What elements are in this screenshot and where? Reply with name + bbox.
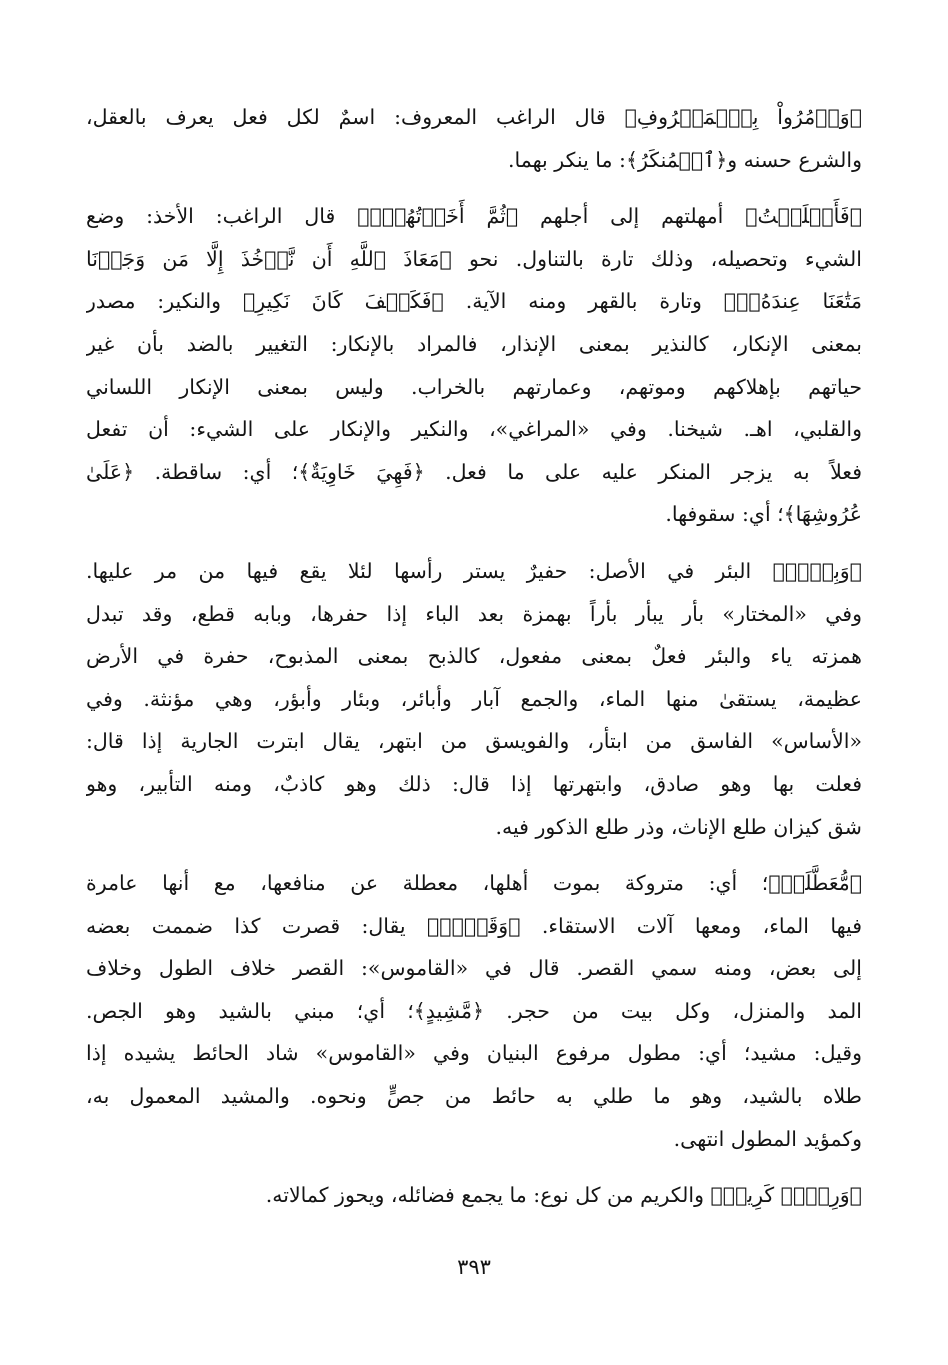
text-line: عُرُوشِهَا﴾؛ أي: سقوفها.: [665, 502, 862, 527]
paragraph-rizq: [86, 1174, 862, 1217]
paragraph-bir: [86, 550, 862, 848]
text-line: عظيمة، يستقىٰ منها الماء، والجمع آبار وأبائر، وبئار وأبؤر، وهي مؤنثة. وفي: [86, 686, 862, 711]
text-line: وفي «المختار» بأر يبأر بأراً بهمزة بعد الباء إذا حفرها، وبابه قطع، وقد تبدل: [86, 601, 862, 626]
text-line: شق كيزان طلع الإناث، وذر طلع الذكور فيه.: [495, 814, 862, 839]
text-line: طلاه بالشيد، وهو ما طلي به حائط من جصٍّ ونحوه. والمشيد المعمول به،: [86, 1084, 862, 1109]
text-line: ﴿فَأَمۡلَيۡتُ﴾ أمهلتهم إلى أجلهم ﴿ثُمَّ أَخَذۡتُهُمۡۖ﴾ قال الراغب: الأخذ: وضع: [86, 204, 862, 229]
text-line: وكمؤيد المطول انتهى.: [673, 1126, 862, 1151]
text-line: والشرع حسنه و﴿ٱلۡمُنكَرُ﴾: ما ينكر بهما.: [507, 147, 862, 172]
page-body: [86, 96, 862, 1231]
text-line: الشيء وتحصيله، وذلك تارة بالتناول. نحو ﴿مَعَاذَ ٱللَّهِ أَن نَّأۡخُذَ إِلَّا مَن وَجَدۡنَا: [86, 246, 862, 271]
text-line: ﴿وَأۡمُرُواْ بِٱلۡمَعۡرُوفِ﴾ قال الراغب المعروف: اسمٌ لكل فعل يعرف بالعقل،: [86, 105, 862, 129]
paragraph-maroof: [86, 96, 862, 181]
text-line: فيها الماء، ومعها آلات الاستقاء. ﴿وَقَصۡرٖ﴾ يقال: قصرت كذا ضممت بعضه: [86, 913, 862, 938]
text-line: بمعنى الإنكار، كالنذير بمعنى الإنذار، فالمراد بالإنكار: التغيير بالضد بأن غير: [86, 331, 862, 356]
text-line: «الأساس» الفاسق من ابتأر، والفويسق من ابتهر، يقال ابترت الجارية إذا قال:: [86, 729, 862, 754]
paragraph-muattala: [86, 862, 862, 1160]
text-line: مَتَٰعَنَا عِندَهُۥٓ﴾ وتارة بالقهر ومنه الآية. ﴿فَكَيۡفَ كَانَ نَكِيرِ﴾ والنكير: مصدر: [86, 289, 862, 314]
page-number: ٣٩٣: [457, 1255, 491, 1279]
text-line: همزته ياء والبئر فعلٌ بمعنى مفعول، كالذبح بمعنى المذبوح، حفرة في الأرض: [86, 644, 862, 669]
text-line: والقلبي، اهـ. شيخنا. وفي «المراغي»، والنكير والإنكار على الشيء: أن تفعل: [86, 417, 862, 442]
text-line: ﴿مُّعَطَّلَةٖ﴾؛ أي: متروكة بموت أهلها، معطلة عن منافعها، مع أنها عامرة: [86, 871, 862, 896]
text-line: ﴿وَبِئۡرٖ﴾ البئر في الأصل: حفيرٌ يستر رأسها لئلا يقع فيها من مر عليها.: [86, 558, 862, 583]
text-line: ﴿وَرِزۡقٞ كَرِيمٞ﴾ والكريم من كل نوع: ما يجمع فضائله، ويحوز كمالاته.: [265, 1183, 862, 1208]
text-line: فعلاً به يزجر المنكر عليه على ما فعل. ﴿فَهِيَ خَاوِيَةٌ﴾؛ أي: ساقطة. ﴿عَلَىٰ: [86, 459, 862, 484]
paragraph-amlaytu: [86, 195, 862, 536]
text-line: المد والمنزل، وكل بيت من حجر. ﴿مَّشِيدٍ﴾؛ أي؛ مبني بالشيد وهو الجص.: [86, 998, 862, 1023]
text-line: إلى بعض، ومنه سمي القصر. قال في «القاموس»: القصر خلاف الطول وخلاف: [86, 956, 862, 981]
text-line: حياتهم بإهلاكهم وموتهم، وعمارتهم بالخراب. وليس بمعنى الإنكار اللساني: [86, 374, 862, 399]
text-line: فعلت بها وهو صادق، وابتهرتها إذا قال: ذلك وهو كاذبٌ، ومنه التأبير، وهو: [86, 771, 862, 796]
text-line: وقيل: مشيد؛ أي: مطول مرفوع البنيان وفي «القاموس» شاد الحائط يشيده إذا: [86, 1041, 862, 1066]
